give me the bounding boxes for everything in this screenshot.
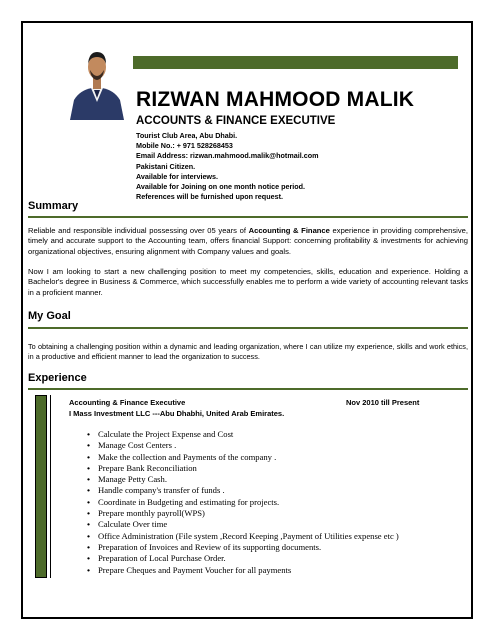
- candidate-name: RIZWAN MAHMOOD MALIK: [136, 88, 415, 111]
- duty-item: • Prepare Cheques and Payment Voucher for all payments: [98, 565, 399, 576]
- duty-item: • Manage Cost Centers .: [98, 440, 399, 451]
- duty-item: • Make the collection and Payments of the company .: [98, 452, 399, 463]
- experience-rule: [28, 388, 468, 390]
- job-dates: Nov 2010 till Present: [346, 398, 420, 407]
- experience-divider: [50, 395, 51, 578]
- duty-item: • Prepare Bank Reconciliation: [98, 463, 399, 474]
- duty-item: • Coordinate in Budgeting and estimating for projects.: [98, 497, 399, 508]
- experience-side-bar: [35, 395, 47, 578]
- contact-references: References will be furnished upon request.: [136, 192, 283, 202]
- duty-item: • Calculate Over time: [98, 519, 399, 530]
- contact-mobile: Mobile No.: + 971 528268453: [136, 141, 233, 151]
- duty-item: • Prepare monthly payroll(WPS): [98, 508, 399, 519]
- contact-email: Email Address: rizwan.mahmood.malik@hotmail.com: [136, 151, 319, 161]
- contact-notice-period: Available for Joining on one month notice period.: [136, 182, 306, 192]
- contact-details: [136, 131, 318, 202]
- summary-rule: [28, 216, 468, 218]
- summary-paragraph-2: Now I am looking to start a new challenging position to meet my competencies, skills, education and experience. Holding a Bachelor's degree in Business & Commerce, which successfully enables me to perform a wide variety of accounting relevant tasks in a proficient manner.: [28, 267, 468, 297]
- header-accent-bar: [133, 56, 458, 69]
- summary-heading: Summary: [28, 200, 79, 212]
- goal-rule: [28, 327, 468, 329]
- duties-list: [98, 429, 399, 576]
- profile-photo: [64, 40, 130, 120]
- goal-heading: My Goal: [28, 310, 71, 322]
- experience-heading: Experience: [28, 372, 87, 384]
- contact-availability: Available for interviews.: [136, 171, 219, 181]
- duty-item: • Handle company's transfer of funds .: [98, 485, 399, 496]
- job-company: I Mass Investment LLC ---Abu Dhabhi, United Arab Emirates.: [69, 409, 285, 418]
- duty-item: • Preparation of Invoices and Review of its supporting documents.: [98, 542, 399, 553]
- duty-item: • Manage Petty Cash.: [98, 474, 399, 485]
- duty-item: • Calculate the Project Expense and Cost: [98, 429, 399, 440]
- candidate-title: ACCOUNTS & FINANCE EXECUTIVE: [136, 115, 336, 127]
- summary-paragraph-1: Reliable and responsible individual possessing over 05 years of Accounting & Finance experience in providing comprehensive, timely and accurate support to the Accounting team, offers financial Support: concerning profitability & investments for achieving organizational objectives, ensuring alignment with Company values and goals.: [28, 226, 468, 256]
- contact-citizenship: Pakistani Citizen.: [136, 161, 196, 171]
- contact-address: Tourist Club Area, Abu Dhabi.: [136, 131, 238, 140]
- goal-text: To obtaining a challenging position within a dynamic and leading organization, where I can utilize my experience, skills and work ethics, in a productive and efficient manner to lead the organization to success.: [28, 342, 468, 362]
- duty-item: • Office Administration (File system ,Record Keeping ,Payment of Utilities expense etc ): [98, 531, 399, 542]
- duty-item: • Preparation of Local Purchase Order.: [98, 553, 399, 564]
- job-title: Accounting & Finance Executive: [69, 398, 186, 407]
